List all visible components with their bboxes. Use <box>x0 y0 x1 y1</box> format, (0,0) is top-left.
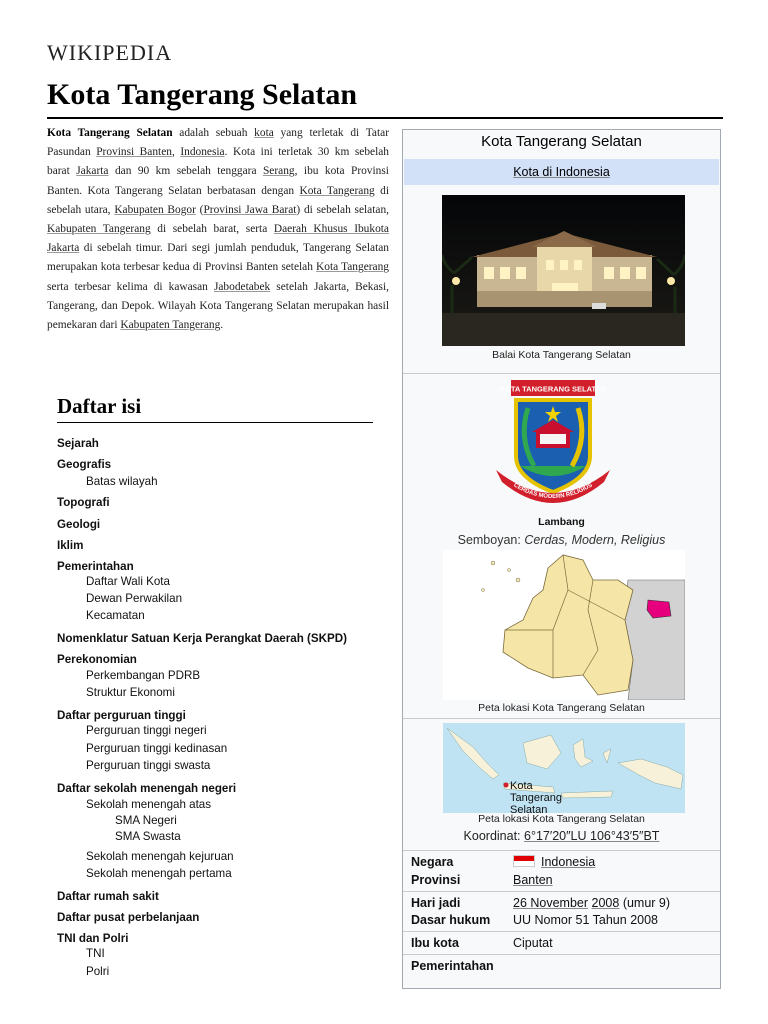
provinsi-value[interactable]: Banten <box>513 873 553 887</box>
negara-value[interactable]: Indonesia <box>513 855 595 869</box>
toc-item[interactable]: Sekolah menengah kejuruan <box>86 850 234 863</box>
infobox-separator <box>403 850 720 851</box>
lead-text: serta terbesar kelima di kawasan <box>47 280 214 293</box>
toc-item[interactable]: Perguruan tinggi negeri <box>86 724 207 737</box>
toc-item[interactable]: Batas wilayah <box>86 475 158 488</box>
lead-link[interactable]: Serang <box>262 165 295 178</box>
infobox-title: Kota Tangerang Selatan <box>481 133 642 150</box>
lead-text: yang terletak di Tatar Pasundan <box>47 127 389 159</box>
toc-item[interactable]: Daftar rumah sakit <box>57 890 159 903</box>
toc-item[interactable]: Nomenklatur Satuan Kerja Perangkat Daerah (SKPD) <box>57 632 347 645</box>
toc-item[interactable]: TNI dan Polri <box>57 932 129 945</box>
lead-link[interactable]: Daerah Khusus Ibukota Jakarta <box>47 223 389 255</box>
map2-marker-line: Tangerang <box>510 792 562 804</box>
hari-jadi-label: Hari jadi <box>411 896 461 910</box>
lead-text: di sebelah utara, <box>47 184 389 216</box>
lead-link[interactable]: Kota Tangerang <box>316 261 389 274</box>
coordinates[interactable]: Koordinat: 6°17′20″LU 106°43′5″BT <box>463 829 660 843</box>
dasar-hukum-value: UU Nomor 51 Tahun 2008 <box>513 913 658 927</box>
toc-item[interactable]: Topografi <box>57 496 110 509</box>
lead-text: ( <box>195 203 204 216</box>
lead-link[interactable]: Jabodetabek <box>213 280 271 293</box>
toc-item[interactable]: Sejarah <box>57 437 99 450</box>
indonesia-flag-icon <box>513 855 535 867</box>
toc-item[interactable]: Sekolah menengah pertama <box>86 867 232 880</box>
hari-jadi-value[interactable]: 26 November 2008 (umur 9) <box>513 896 671 910</box>
toc-item[interactable]: TNI <box>86 947 105 960</box>
lead-text: di sebelah timur. Dari segi jumlah penduduk, Tangerang Selatan merupakan kota terbesar kedua di Provinsi Banten setelah <box>47 242 389 274</box>
ibu-kota-label: Ibu kota <box>411 936 459 950</box>
map2-marker-line: Kota <box>510 780 533 792</box>
svg-text:CERDAS MODERN RELIGIUS: CERDAS MODERN RELIGIUS <box>512 482 594 501</box>
infobox-separator <box>403 891 720 892</box>
toc-item[interactable]: Iklim <box>57 539 84 552</box>
emblem-label: Lambang <box>538 516 585 528</box>
toc-item[interactable]: Dewan Perwakilan <box>86 592 183 605</box>
toc-item[interactable]: Daftar pusat perbelanjaan <box>57 911 200 924</box>
toc-item[interactable]: SMA Swasta <box>115 830 181 843</box>
title-divider <box>47 117 723 119</box>
infobox-separator <box>403 931 720 932</box>
city-emblem[interactable] <box>488 378 618 508</box>
lead-text: , ibu kota Provinsi Banten. Kota Tangerang Selatan berbatasan dengan <box>47 165 389 197</box>
toc-title: Daftar isi <box>57 394 142 418</box>
infobox <box>402 129 721 989</box>
lead-link[interactable]: Kota Tangerang <box>299 184 375 197</box>
lead-text: setelah Jakarta, Bekasi, Tangerang, dan Depok. Wilayah Kota Tangerang Selatan merupakan hasil pemekaran dari <box>47 280 389 332</box>
toc-item[interactable]: Kecamatan <box>86 609 145 622</box>
toc-item[interactable]: Perguruan tinggi kedinasan <box>86 742 228 755</box>
toc-item[interactable]: Polri <box>86 965 110 978</box>
toc-item[interactable]: Geologi <box>57 518 101 531</box>
infobox-separator <box>403 718 720 719</box>
toc-item[interactable]: Sekolah menengah atas <box>86 798 212 811</box>
pemerintahan-label: Pemerintahan <box>411 959 494 973</box>
lead-paragraph <box>47 124 389 335</box>
page-title: Kota Tangerang Selatan <box>47 78 358 111</box>
lead-link[interactable]: Kabupaten Tangerang <box>120 319 221 332</box>
map2-marker-line: Selatan <box>510 804 548 816</box>
toc-item[interactable]: Struktur Ekonomi <box>86 686 175 699</box>
toc-item[interactable]: Pemerintahan <box>57 560 134 573</box>
dasar-hukum-label: Dasar hukum <box>411 913 491 927</box>
lead-text: . Kota ini terletak 30 km sebelah barat <box>47 146 389 178</box>
toc-item[interactable]: Perekonomian <box>57 653 137 666</box>
map1-caption: Peta lokasi Kota Tangerang Selatan <box>478 702 645 714</box>
lead-link[interactable]: Indonesia <box>180 146 225 159</box>
infobox-separator <box>403 373 720 374</box>
map2-marker-label <box>510 780 562 816</box>
ibu-kota-value: Ciputat <box>513 936 553 950</box>
photo-caption: Balai Kota Tangerang Selatan <box>492 349 631 361</box>
city-hall-photo[interactable] <box>442 195 685 346</box>
map2-caption: Peta lokasi Kota Tangerang Selatan <box>478 813 645 825</box>
infobox-separator <box>403 954 720 955</box>
lead-link[interactable]: Kabupaten Tangerang <box>47 223 151 236</box>
toc-item[interactable]: Daftar perguruan tinggi <box>57 709 186 722</box>
infobox-subtitle[interactable]: Kota di Indonesia <box>404 159 719 185</box>
toc-item[interactable]: Daftar sekolah menengah negeri <box>57 782 237 795</box>
svg-text:KOTA TANGERANG SELATAN: KOTA TANGERANG SELATAN <box>499 384 607 394</box>
province-map[interactable] <box>443 550 685 700</box>
lead-link[interactable]: Provinsi Banten <box>96 146 172 159</box>
lead-text: adalah sebuah <box>172 127 255 139</box>
toc-divider <box>57 422 373 423</box>
lead-text: . <box>220 319 224 332</box>
toc-item[interactable]: Perkembangan PDRB <box>86 669 201 682</box>
toc-item[interactable]: Daftar Wali Kota <box>86 575 170 588</box>
lead-link[interactable]: Kabupaten Bogor <box>114 203 196 216</box>
toc-item[interactable]: Perguruan tinggi swasta <box>86 759 211 772</box>
lead-link[interactable]: Jakarta <box>76 165 109 178</box>
lead-text: , <box>171 146 181 159</box>
lead-text: di sebelah barat, serta <box>150 223 274 236</box>
lead-text: dan 90 km sebelah tenggara <box>108 165 263 178</box>
negara-label: Negara <box>411 855 454 869</box>
lead-link[interactable]: Provinsi Jawa Barat <box>203 203 297 216</box>
indonesia-map[interactable] <box>443 723 685 813</box>
toc-item[interactable]: SMA Negeri <box>115 814 177 827</box>
lead-bold-term: Kota Tangerang Selatan <box>47 127 173 139</box>
provinsi-label: Provinsi <box>411 873 461 887</box>
lead-text: ) di sebelah selatan, <box>296 203 390 216</box>
wikipedia-logo[interactable]: WIKIPEDIA <box>47 40 173 65</box>
toc-item[interactable]: Geografis <box>57 458 112 471</box>
motto: Semboyan: Cerdas, Modern, Religius <box>457 533 666 547</box>
lead-link[interactable]: kota <box>254 127 274 139</box>
